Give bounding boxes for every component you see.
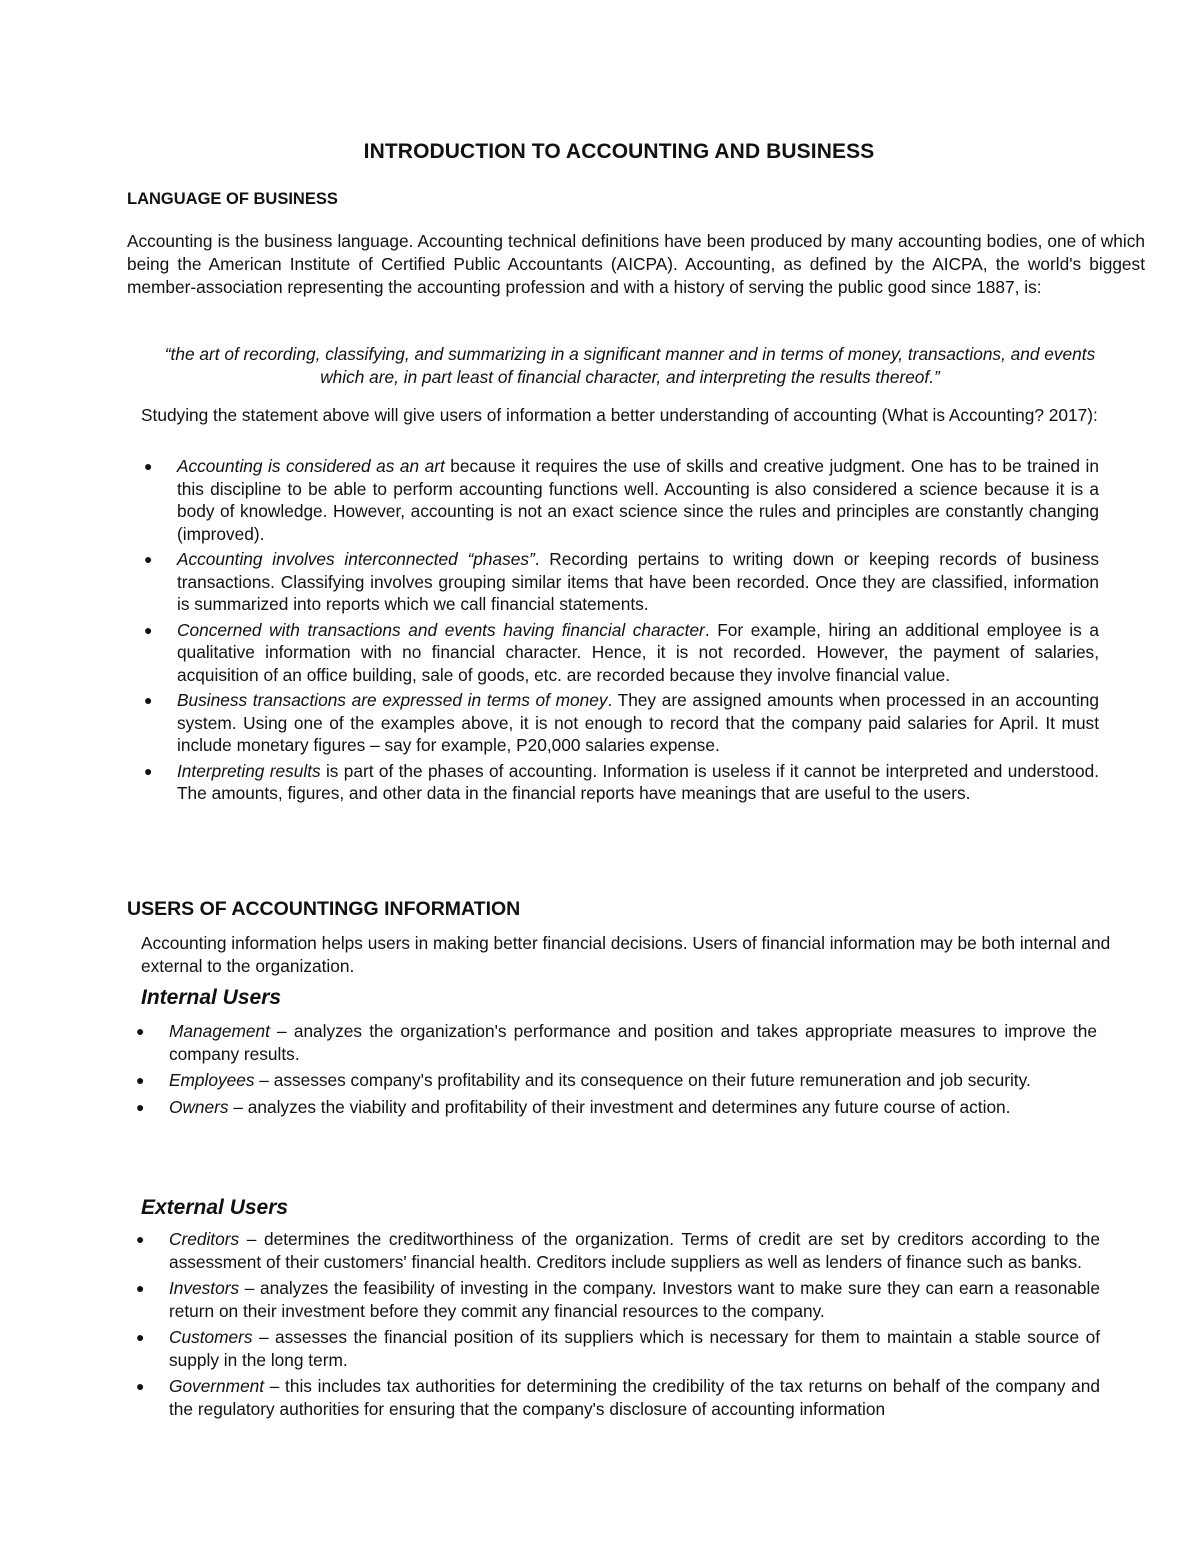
list-item-text: – determines the creditworthiness of the organization. Terms of credit are set by creditors according to the assessment of their customers' financial health. Creditors include suppliers as well as lenders of finance such as banks. [169,1229,1100,1272]
list-item-text: – analyzes the viability and profitability of their investment and determines any future course of action. [228,1096,1011,1117]
external-users-heading: External Users [141,1196,289,1219]
list-item-lead: Owners [169,1096,229,1117]
list-item-lead: Accounting involves interconnected “phases” [177,549,535,569]
list-item-lead: Concerned with transactions and events having financial character [177,619,705,640]
section-heading-users: USERS OF ACCOUNTINGG INFORMATION [127,898,521,920]
list-item-lead: Customers [169,1327,253,1347]
list-item-text: . They are assigned amounts when processed in an accounting system. Using one of the examples above, it is not enough to record that the company paid salaries for April. It must include monetary figures – say for example, P20,000 salaries expense. [177,690,1100,755]
list-item-lead: Business transactions are expressed in terms of money [177,690,608,710]
bullet-icon: ● [136,1378,145,1394]
bullet-icon: ● [136,1072,145,1088]
list-item [136,1375,1100,1420]
list-item [136,1096,1097,1119]
users-intro-paragraph: Accounting information helps users in making better financial decisions. Users of financial information may be both internal and external to the organization. [141,933,1111,976]
list-item [136,1069,1097,1092]
internal-users-heading: Internal Users [141,986,282,1009]
list-item-lead: Creditors [169,1229,240,1249]
list-item-lead: Government [169,1376,265,1396]
list-item [136,1277,1100,1322]
list-item-lead: Investors [169,1278,240,1298]
list-item-lead: Interpreting results [177,760,321,781]
bullet-icon: ● [144,762,153,779]
internal-users-list [136,1020,1097,1122]
bullet-icon: ● [144,458,153,474]
section-heading-language-of-business: LANGUAGE OF BUSINESS [127,190,338,208]
bullet-icon: ● [136,1023,145,1039]
list-item-text: – analyzes the organization's performance and position and takes appropriate measures to improve the company results. [169,1021,1097,1064]
list-item [144,619,1100,687]
list-item-text: because it requires the use of skills and creative judgment. One has to be trained in this discipline to be able to perform accounting functions well. Accounting is also considered a science because it is a body of knowledge. However, accounting is not an exact science since the rules and principles are constantly changing (improved). [177,456,1099,544]
bullet-icon: ● [136,1329,145,1345]
bullet-icon: ● [144,692,153,708]
bullet-icon: ● [136,1098,145,1115]
list-item-lead: Accounting is considered as an art [177,456,445,476]
document-title: INTRODUCTION TO ACCOUNTING AND BUSINESS [363,140,875,163]
list-item-text: – assesses company's profitability and its consequence on their future remuneration and job security. [254,1070,1031,1090]
list-item [136,1326,1100,1371]
list-item-lead: Management [169,1021,270,1041]
list-item-text: – assesses the financial position of its suppliers which is necessary for them to maintain a stable source of supply in the long term. [169,1327,1100,1370]
list-item [136,1020,1097,1065]
external-users-list [136,1228,1100,1424]
aicpa-definition-quote: “the art of recording, classifying, and summarizing in a significant manner and in terms of money, transactions, and events which are, in part least of financial character, and interpreting the results thereof.” [164,344,1096,387]
list-item-text: . For example, hiring an additional employee is a qualitative information with no financial character. Hence, it is not recorded. However, the payment of salaries, acquisition of an office building, sale of goods, etc. are recorded because they involve financial value. [177,619,1100,685]
bullet-icon: ● [136,1280,145,1296]
list-item [144,760,1099,805]
list-item [144,455,1099,545]
study-paragraph: Studying the statement above will give users of information a better understanding of accounting (What is Accounting? 2017): [141,405,1098,425]
list-item-text: – analyzes the feasibility of investing in the company. Investors want to make sure they can earn a reasonable return on their investment before they commit any financial resources to the company. [169,1278,1100,1321]
accounting-nature-list [144,455,1100,808]
list-item [144,548,1099,616]
list-item-text: . Recording pertains to writing down or keeping records of business transactions. Classifying involves grouping similar items that have been recorded. Once they are classified, information is summarized into reports which we call financial statements. [177,549,1099,614]
bullet-icon: ● [144,551,153,567]
bullet-icon: ● [144,621,153,638]
intro-paragraph: Accounting is the business language. Accounting technical definitions have been produced by many accounting bodies, one of which being the American Institute of Certified Public Accountants (AICPA). Accounting, as defined by the AICPA, the world's biggest member-association representing the accounting profession and with a history of serving the public good since 1887, is: [127,231,1145,297]
list-item [136,1228,1100,1273]
list-item-text: is part of the phases of accounting. Information is useless if it cannot be interpreted and understood. The amounts, figures, and other data in the financial reports have meanings that are useful to the users. [177,760,1099,803]
list-item-text: – this includes tax authorities for determining the credibility of the tax returns on behalf of the company and the regulatory authorities for ensuring that the company's disclosure of accounting information [169,1376,1100,1419]
list-item-lead: Employees [169,1070,255,1090]
bullet-icon: ● [136,1231,145,1247]
list-item [144,689,1100,757]
